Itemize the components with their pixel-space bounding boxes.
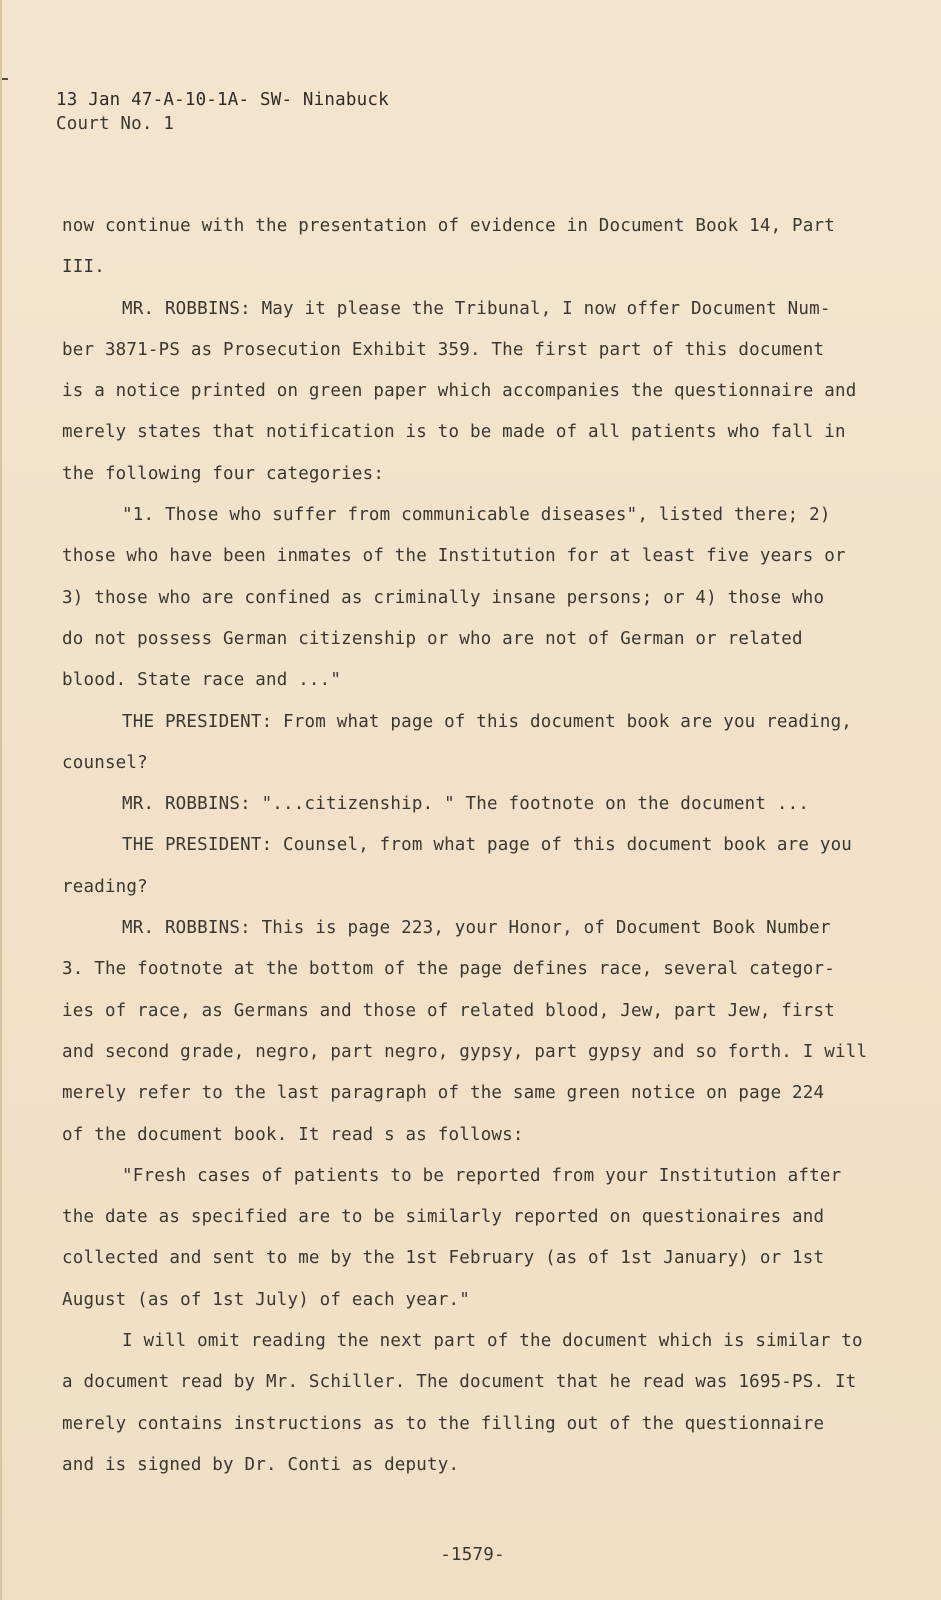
transcript-line: MR. ROBBINS: This is page 223, your Honor, of Document Book Number: [122, 918, 831, 939]
transcript-body: [62, 206, 902, 1486]
transcript-line: ies of race, as Germans and those of related blood, Jew, part Jew, first: [62, 1000, 835, 1021]
transcript-line: the date as specified are to be similarly reported on questionaires and: [62, 1207, 825, 1228]
transcript-line: "Fresh cases of patients to be reported from your Institution after: [122, 1165, 842, 1186]
transcript-line: of the document book. It read s as follows:: [62, 1124, 524, 1145]
transcript-line: reading?: [62, 876, 148, 897]
transcript-line: and is signed by Dr. Conti as deputy.: [62, 1454, 460, 1475]
transcript-line: THE PRESIDENT: From what page of this document book are you reading,: [122, 711, 853, 732]
transcript-line: and second grade, negro, part negro, gypsy, part gypsy and so forth. I will: [62, 1041, 868, 1062]
transcript-line: MR. ROBBINS: "...citizenship. " The footnote on the document ...: [122, 794, 810, 815]
transcript-line: the following four categories:: [62, 463, 385, 484]
transcript-line: 3. The footnote at the bottom of the page defines race, several categor-: [62, 959, 835, 980]
transcript-line: counsel?: [62, 752, 148, 773]
transcript-line: now continue with the presentation of evidence in Document Book 14, Part: [62, 216, 835, 236]
transcript-line: those who have been inmates of the Institution for at least five years or: [62, 546, 846, 567]
transcript-line: I will omit reading the next part of the document which is similar to: [122, 1331, 863, 1352]
transcript-line: ber 3871-PS as Prosecution Exhibit 359. The first part of this document: [62, 339, 825, 360]
transcript-line: do not possess German citizenship or who are not of German or related: [62, 628, 803, 649]
document-header: [56, 88, 389, 136]
header-reference: 13 Jan 47-A-10-1A- SW- Ninabuck: [56, 90, 389, 110]
transcript-line: merely states that notification is to be made of all patients who fall in: [62, 422, 846, 443]
transcript-line: merely contains instructions as to the filling out of the questionnaire: [62, 1413, 825, 1434]
transcript-line: THE PRESIDENT: Counsel, from what page of this document book are you: [122, 835, 853, 856]
transcript-line: collected and sent to me by the 1st February (as of 1st January) or 1st: [62, 1248, 825, 1269]
transcript-line: is a notice printed on green paper which accompanies the questionnaire and: [62, 381, 857, 402]
transcript-line: 3) those who are confined as criminally insane persons; or 4) those who: [62, 587, 825, 608]
transcript-line: "1. Those who suffer from communicable diseases", listed there; 2): [122, 505, 831, 526]
header-court: Court No. 1: [56, 114, 175, 134]
transcript-line: III.: [62, 257, 105, 278]
transcript-line: August (as of 1st July) of each year.": [62, 1289, 470, 1310]
transcript-line: blood. State race and ...": [62, 670, 342, 691]
transcript-line: MR. ROBBINS: May it please the Tribunal, I now offer Document Num-: [122, 298, 831, 319]
margin-mark: [2, 78, 8, 80]
transcript-line: a document read by Mr. Schiller. The document that he read was 1695-PS. It: [62, 1372, 857, 1393]
transcript-line: merely refer to the last paragraph of the same green notice on page 224: [62, 1083, 825, 1104]
page-number: -1579-: [440, 1545, 505, 1565]
